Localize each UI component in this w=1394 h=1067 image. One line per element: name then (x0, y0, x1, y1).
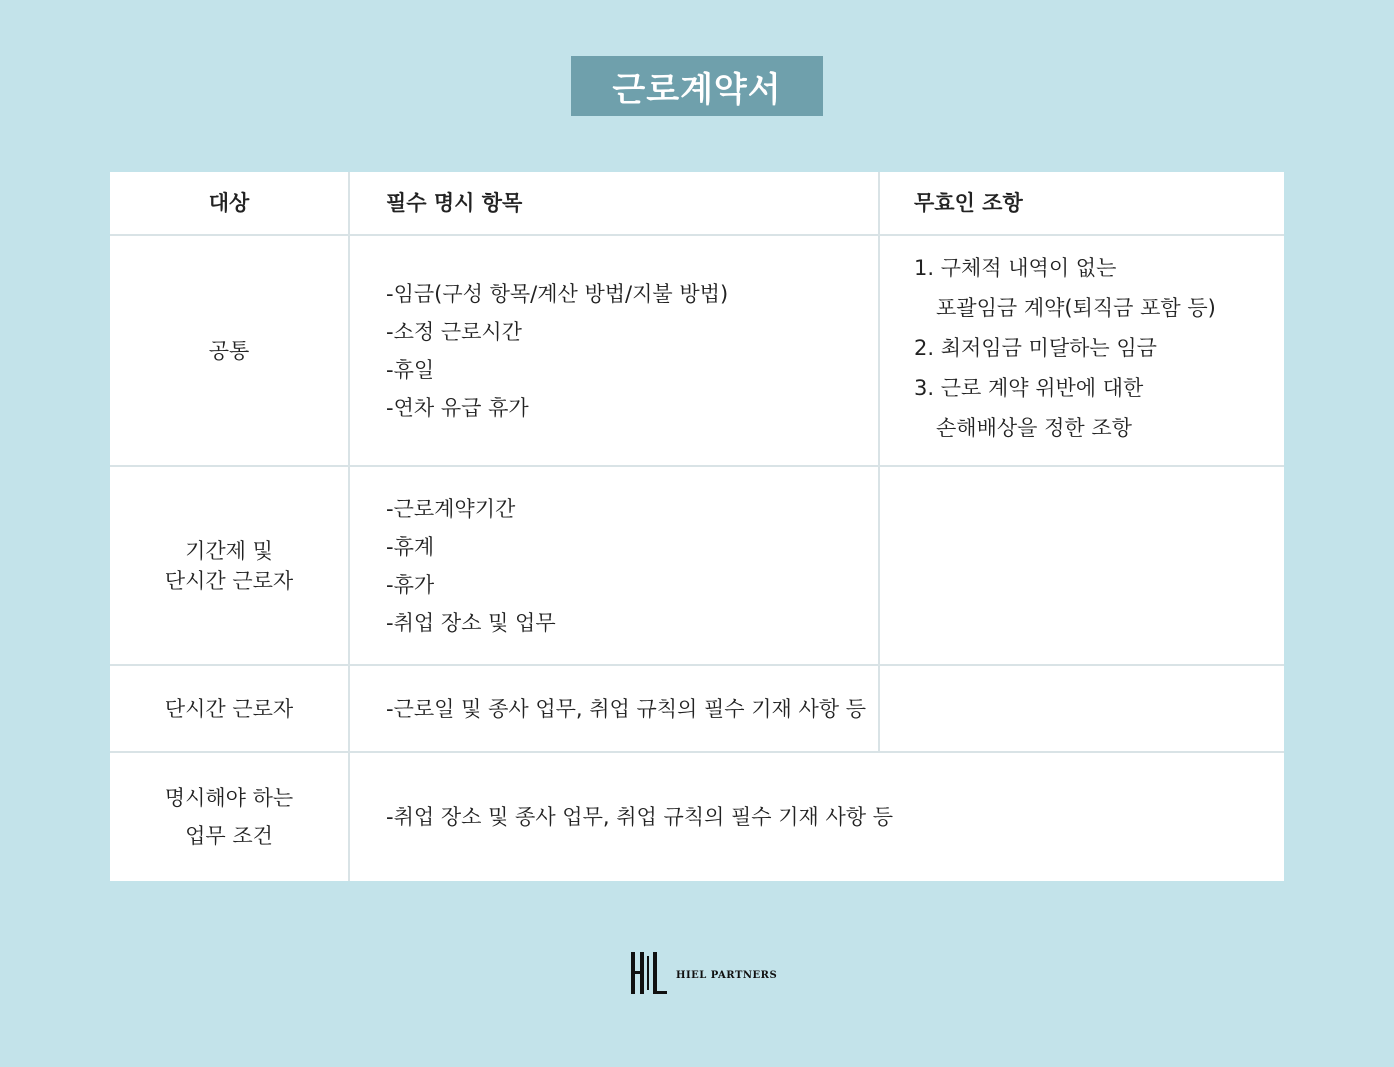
list-item: -휴일 (386, 357, 435, 382)
list-item: 3. 근로 계약 위반에 대한 (914, 376, 1144, 400)
required-fixed-term (349, 466, 879, 665)
target-line: 기간제 및 (185, 538, 273, 563)
list-item: -근로계약기간 (386, 496, 516, 521)
hiel-logo-icon (630, 950, 668, 996)
list-item: -임금(구성 항목/계산 방법/지불 방법) (386, 281, 729, 306)
invalid-empty-cell (879, 466, 1284, 665)
header-target: 대상 (110, 172, 349, 235)
table-row-fixed-term (110, 466, 1284, 665)
list-item: -휴가 (386, 572, 435, 597)
list-item: 1. 구체적 내역이 없는 (914, 256, 1117, 280)
list-item: -취업 장소 및 업무 (386, 610, 556, 635)
target-line: 명시해야 하는 (164, 786, 294, 810)
target-short-time: 단시간 근로자 (110, 665, 349, 752)
header-required: 필수 명시 항목 (349, 172, 879, 235)
header-invalid: 무효인 조항 (879, 172, 1284, 235)
page-title: 근로계약서 (612, 69, 782, 110)
table-header-row (110, 172, 1284, 235)
title-banner (571, 56, 823, 116)
list-item: 2. 최저임금 미달하는 임금 (914, 336, 1157, 360)
contract-table (110, 172, 1284, 881)
required-short-time: -근로일 및 종사 업무, 취업 규칙의 필수 기재 사항 등 (349, 665, 879, 752)
target-common: 공통 (110, 235, 349, 466)
table-row-work-conditions (110, 752, 1284, 881)
hiel-partners-logo (630, 950, 777, 996)
invalid-empty-cell (879, 665, 1284, 752)
list-item: -소정 근로시간 (386, 319, 522, 344)
target-line: 업무 조건 (185, 824, 273, 848)
invalid-clauses (879, 235, 1284, 466)
list-item: -연차 유급 휴가 (386, 395, 529, 420)
list-item: 손해배상을 정한 조항 (936, 416, 1132, 440)
required-common (349, 235, 879, 466)
table-row-short-time (110, 665, 1284, 752)
table-row-common (110, 235, 1284, 466)
target-line: 단시간 근로자 (164, 568, 294, 593)
target-fixed-term (110, 466, 349, 665)
list-item: -휴계 (386, 534, 435, 559)
target-work-conditions (110, 752, 349, 881)
list-item: 포괄임금 계약(퇴직금 포함 등) (936, 296, 1216, 320)
logo-text: HIEL PARTNERS (676, 969, 778, 981)
required-work-conditions: -취업 장소 및 종사 업무, 취업 규칙의 필수 기재 사항 등 (349, 752, 1284, 881)
